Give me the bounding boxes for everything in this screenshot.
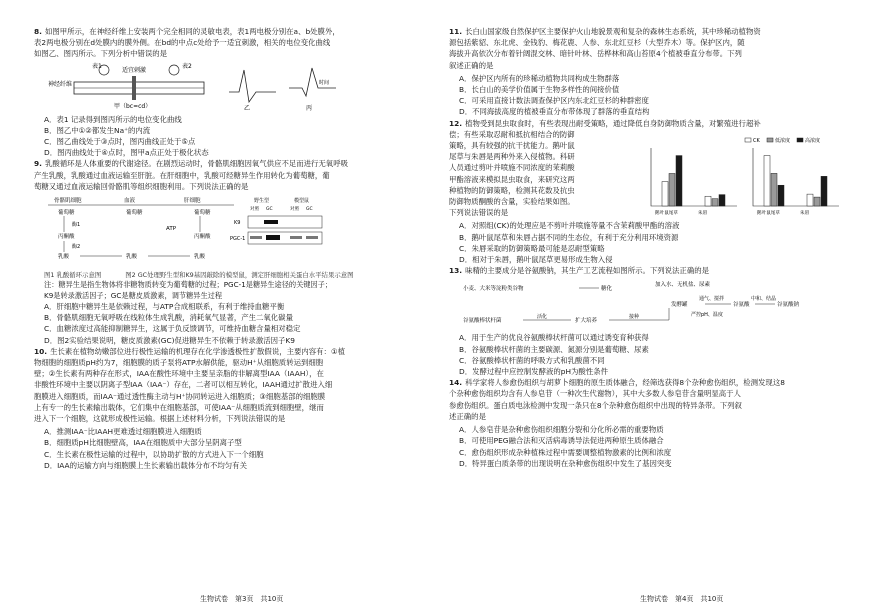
q12-option: A．对照组(CK)的处理应是不剪叶并喷施等量不含茉莉酸甲酯的溶液 [459, 221, 680, 231]
defense-substance-chart [753, 148, 839, 216]
wild-type-label: 野生型 [254, 198, 270, 205]
legend-swatch-high [797, 138, 803, 142]
question-10-line: 胞膜进入细胞质，而IAA⁻通过透性酶主动与H⁺协同转运进入细胞质；③细胞基部的细胞膜 [34, 391, 326, 401]
question-8-number: 8. [34, 27, 42, 36]
q11-option: B．长白山的美学价值属于生物多样性的间接价值 [459, 85, 620, 95]
pyruvate-label: 丙酮酸 [58, 234, 75, 241]
question-14-line: 参愈伤组织。蛋白质电泳检测中发现一条只在8个杂种愈伤组织中出现的特异条带。下列叙 [449, 400, 742, 410]
q14-option: B．可使用PEG融合法和灭活病毒诱导法促进两种原生质体融合 [459, 436, 664, 446]
question-12-line: 植物受到昆虫取食时，有些表现出耐受策略，通过降低自身防御物质含量，对繁殖进行超补 [465, 118, 761, 128]
q11-option: A．保护区内所有的珍稀动植物共同构成生物群落 [459, 73, 620, 83]
glucose-label: 葡萄糖 [126, 210, 143, 217]
glutamate-label: 谷氨酸 [733, 302, 750, 309]
question-14-line: 述正确的是 [449, 411, 486, 421]
figure-jia-label: 甲（bc=cd） [114, 102, 152, 110]
question-12-line: 种植物的防御策略，检测其花数及抗虫 [449, 185, 575, 195]
q12-block [449, 118, 842, 219]
question-12-line: 甲酯溶液来模拟昆虫取食，来研究这两 [449, 174, 575, 184]
q8-figure [44, 62, 417, 112]
control-label: 对照 [290, 207, 299, 213]
q13-figure [459, 278, 842, 330]
enzyme-1-label: 酶1 [72, 222, 81, 229]
question-10-line: 生长素在植物幼嫩部位进行极性运输的机理存在化学渗透极性扩散假说，主要内容有：①植 [50, 346, 345, 356]
glucose-label: 葡萄糖 [58, 210, 75, 217]
question-12-line: 策略，具有较强的抗干扰能力。鹅叶鼠 [449, 141, 575, 151]
chart-bar [778, 185, 784, 206]
question-11-line: 源包括紫貂、东北虎、金钱豹、梅花鹿、人参、东北红豆杉（大型乔木）等。保护区内，随 [449, 38, 745, 48]
control-label: 对照 [250, 207, 259, 213]
q13-option: A．用于生产的优良谷氨酸棒状杆菌可以通过诱变育种获得 [459, 333, 649, 343]
q10-option: C．生长素在极性运输的过程中，以协助扩散的方式进入下一个细胞 [44, 449, 264, 459]
question-10-line: 壁；②生长素有两种存在形式，IAA在酸性环境中主要呈亲脂的非解离型IAA（IAAH），在 [34, 369, 324, 379]
question-8-stem [34, 26, 417, 60]
activation-label: 活化 [537, 314, 548, 321]
chart-bar [814, 197, 820, 206]
q14-option: A．人参皂苷是杂种愈伤组织细胞分裂和分化所必需的重要物质 [459, 425, 664, 435]
chart-category-label: 朱唇 [800, 210, 810, 216]
gc-label: GC [266, 207, 273, 213]
question-12-line: 人员通过剪叶并喷施不同浓度的茉莉酸 [449, 163, 575, 173]
q8-option: A．表1 记录得到图丙所示的电位变化曲线 [44, 114, 182, 124]
question-12-line: 下列说法错误的是 [449, 208, 509, 218]
question-10-line: 物细胞的细胞质pH约为7，细胞膜的质子泵将ATP水解供能，驱动H⁺从细胞质转运到细胞 [34, 358, 324, 368]
question-9-number: 9. [34, 159, 42, 169]
question-8-line: 如图甲所示，在神经纤维上安装两个完全相同的灵敏电表，表1两电极分别在a、b处膜外， [44, 27, 340, 36]
fig1-caption: 图1 乳酸循环示意图 [44, 271, 102, 280]
q10-option: D．IAA的运输方向与细胞膜上生长素输出载体分布不均匀有关 [44, 460, 247, 470]
additives-label: 加入水、无机盐、尿素 [655, 282, 711, 289]
time-axis-label: 时间 [319, 79, 330, 86]
chart-category-label: 朱唇 [698, 210, 708, 216]
q10-option: A．推测IAA⁻比IAAH更难透过细胞膜进入细胞质 [44, 427, 202, 437]
question-11-line: 叙述正确的是 [449, 60, 494, 70]
question-12-line: 防御物质酮酸的含量，实验结果如图。 [449, 197, 575, 207]
q11-option: C．可采用直接计数法调查保护区内东北红豆杉的种群密度 [459, 96, 649, 106]
inoculation-label: 接种 [629, 314, 640, 321]
question-13-number: 13. [449, 266, 463, 276]
fig2-caption: 图2 GC处理野生型和K9基因敲除的模型鼠，测定肝细胞相关蛋白水平结果示意图 [125, 271, 354, 280]
chart-bar [764, 155, 770, 205]
chart-bar [669, 173, 675, 206]
q9-option: A．肝细胞中糖异生是依赖过程，与ATP合成相联系，有利于维持血糖平衡 [44, 302, 285, 312]
q9-figure [44, 194, 417, 268]
question-11-line: 海拔升高依次分布着针阔混交林、暗针叶林、岳桦林和高山苔原4个植被垂直分布带。下列 [449, 49, 742, 59]
enzyme-2-label: 酶2 [72, 244, 81, 251]
q9-option: B．骨骼肌细胞无氧呼吸在线粒体生成乳酸，消耗氧气显著，产生二氧化碳量 [44, 313, 293, 323]
left-page-footer: 生物试卷 第3页 共10页 [200, 595, 284, 603]
q11-option: D．不同海拔高度的植被垂直分布带体现了群落的垂直结构 [459, 107, 650, 117]
question-12-line: 偿；有些采取忍耐和抵抗相结合的防御 [449, 129, 575, 139]
q9-option: D．图2实验结果说明，糖皮质激素(GC)促进糖异生不依赖于转录激活因子K9 [44, 335, 295, 345]
question-10-stem [34, 346, 417, 424]
question-8-line: 如图乙、图丙所示。下列分析中错误的是 [34, 49, 168, 59]
pgc1-label: PGC-1 [230, 236, 246, 243]
q9-captions [34, 270, 417, 279]
question-9-line: 产生乳酸，乳酸通过血液运输至肝脏。在肝细胞中，乳酸可经糖异生作用转化为葡萄糖，葡 [34, 170, 330, 180]
chart-category-label: 鹅叶鼠尾草 [757, 210, 780, 216]
chart-bar [662, 181, 668, 205]
model-mouse-label: 模型鼠 [294, 198, 310, 205]
figure-bing-label: 丙 [306, 104, 313, 112]
fiber-label: 神经纤维 [48, 80, 73, 88]
chart-bar [719, 194, 725, 205]
meter-1-label: 表1 [92, 62, 102, 70]
question-14-line: 个杂种愈伤组织均含有人参皂苷（一种次生代谢物），其中大多数人参皂苷含量明显高于人 [449, 389, 741, 399]
fermenter-label: 发酵罐 [671, 302, 688, 309]
question-11-stem [449, 26, 842, 71]
q12-bar-charts [645, 136, 845, 222]
chart-bar [712, 198, 718, 205]
question-13-line: 味精的主要成分是谷氨酸钠，其生产工艺流程如图所示。下列说法正确的是 [465, 266, 709, 276]
msg-label: 谷氨酸钠 [777, 302, 800, 309]
legend-swatch-ck [745, 138, 751, 142]
glucose-label: 葡萄糖 [194, 210, 211, 217]
q9-note: 注：糖异生是指生物体将非糖物质转变为葡萄糖的过程；PGC-1是糖异生途径的关键因子； [44, 280, 333, 290]
aeration-label: 通气、搅拌 [699, 296, 725, 303]
chart-category-label: 鹅叶鼠尾草 [655, 210, 678, 216]
flower-count-chart [651, 148, 737, 216]
lactate-cycle-diagram [44, 194, 404, 268]
question-9-line: 乳酸循环是人体重要的代谢途径。在剧烈运动时，骨骼肌细胞因氧气供应不足而进行无氧呼吸 [44, 159, 348, 169]
question-14-stem [449, 377, 842, 422]
chart-bar [821, 176, 827, 206]
ph-temp-control-label: 严控pH、温度 [691, 312, 723, 319]
pyruvate-label: 丙酮酸 [194, 234, 211, 241]
chart-bar [705, 196, 711, 206]
msg-process-diagram [459, 278, 819, 330]
lactate-label: 乳酸 [194, 254, 206, 261]
scale-up-label: 扩大培养 [575, 318, 598, 325]
q9-note: K9是转录激活因子；GC是糖皮质激素，调节糖异生过程 [44, 291, 223, 301]
q10-option: B．细胞质pH比细胞壁高，IAA在细胞质中大部分呈阴离子型 [44, 438, 242, 448]
meter-2-label: 表2 [182, 62, 192, 70]
q14-option: C．愈伤组织形成杂种植株过程中需要调整植物激素的比例和浓度 [459, 447, 672, 457]
question-12-number: 12. [449, 118, 463, 128]
question-10-line: 进入下一个细胞，这就形成极性运输。根据上述材料分析，下列说法错误的是 [34, 414, 286, 424]
chart-bar [807, 194, 813, 206]
stimulus-label: 适宜刺激 [122, 66, 147, 74]
lactate-label: 乳酸 [58, 254, 70, 261]
question-10-number: 10. [34, 346, 48, 356]
q12-option: D．相对于朱唇，鹅叶鼠尾草更易形成生物入侵 [459, 255, 613, 265]
q13-option: D．发酵过程中应控制发酵液的pH为酸性条件 [459, 367, 608, 377]
nerve-fiber-diagram [44, 62, 344, 112]
liver-cell-label: 肝细胞 [184, 198, 201, 205]
atp-label: ATP [166, 226, 177, 233]
question-14-line: 科学家将人参愈伤组织与胡萝卜细胞的原生质体融合，经筛选获得8个杂种愈伤组织，检测发现这8 [465, 378, 785, 388]
q8-option: B．图乙中①②都发生Na⁺的内流 [44, 125, 151, 135]
chart-bar [676, 155, 682, 205]
legend-swatch-low [767, 138, 773, 142]
question-10-line: 上有专一的生长素输出载体，它们集中在细胞基部，可使IAA⁻从细胞质流到细胞壁，继而 [34, 402, 324, 412]
neutralize-crystallize-label: 中和、结晶 [751, 296, 777, 303]
question-10-line: 非酸性环境中主要以阴离子型IAA（IAA⁻）存在，二者可以相互转化，IAAH通过扩散进入细 [34, 380, 333, 390]
q12-option: B．鹅叶鼠尾草和朱唇占据不同的生态位，有利于充分利用环境资源 [459, 232, 679, 242]
chart-bar [771, 173, 777, 206]
q8-option: D．图丙曲线处于④点时，图甲a点正处于极化状态 [44, 148, 209, 158]
q9-option: C．血糖浓度过高能抑制糖异生，这属于负反馈调节，可维持血糖含量相对稳定 [44, 324, 301, 334]
legend-low-label: 低浓度 [775, 137, 791, 144]
legend-ck-label: CK [753, 137, 760, 144]
question-11-number: 11. [449, 27, 463, 36]
lactate-label: 乳酸 [126, 254, 138, 261]
q13-option: B．谷氨酸棒状杆菌的主要碳源、氮源分别是葡萄糖、尿素 [459, 344, 649, 354]
figure-yi-label: 乙 [244, 104, 251, 112]
question-9-line: 萄糖又通过血液运输回骨骼肌等组织细胞利用。下列说法正确的是 [34, 181, 249, 191]
blood-label: 血液 [124, 198, 136, 205]
raw-material-label: 小麦、大米等淀粉类谷物 [463, 286, 524, 293]
right-page [435, 0, 870, 614]
right-page-footer: 生物试卷 第4页 共10页 [640, 595, 724, 603]
question-8-line: 表2两电极分别在d处膜内的膜外侧。在bd的中点c处给予一适宜刺激，相关的电位变化曲线 [34, 38, 331, 48]
q8-option: C．图乙曲线处于③点时，图丙曲线正处于⑤点 [44, 137, 196, 147]
question-14-number: 14. [449, 378, 463, 388]
q13-option: C．谷氨酸棒状杆菌的呼吸方式和乳酸菌不同 [459, 355, 605, 365]
question-9-stem [34, 158, 417, 192]
strain-label: 谷氨酸棒状杆菌 [463, 318, 502, 325]
question-13-stem [449, 265, 842, 276]
k9-label: K9 [234, 220, 241, 227]
q12-option: C．朱唇采取的防御策略最可能是忍耐型策略 [459, 243, 605, 253]
question-11-line: 长白山国家级自然保护区主要保护火山地貌景观和复杂的森林生态系统，其中珍稀动植物资 [465, 27, 761, 36]
legend-high-label: 高浓度 [805, 137, 821, 144]
q14-option: D．特异蛋白质条带的出现说明在杂种愈伤组织中发生了基因突变 [459, 458, 672, 468]
gc-label: GC [306, 207, 313, 213]
question-12-line: 尾草与朱唇是两种外来入侵植物。科研 [449, 152, 575, 162]
muscle-cell-label: 骨骼肌细胞 [54, 198, 82, 205]
saccharification-label: 糖化 [601, 286, 613, 293]
